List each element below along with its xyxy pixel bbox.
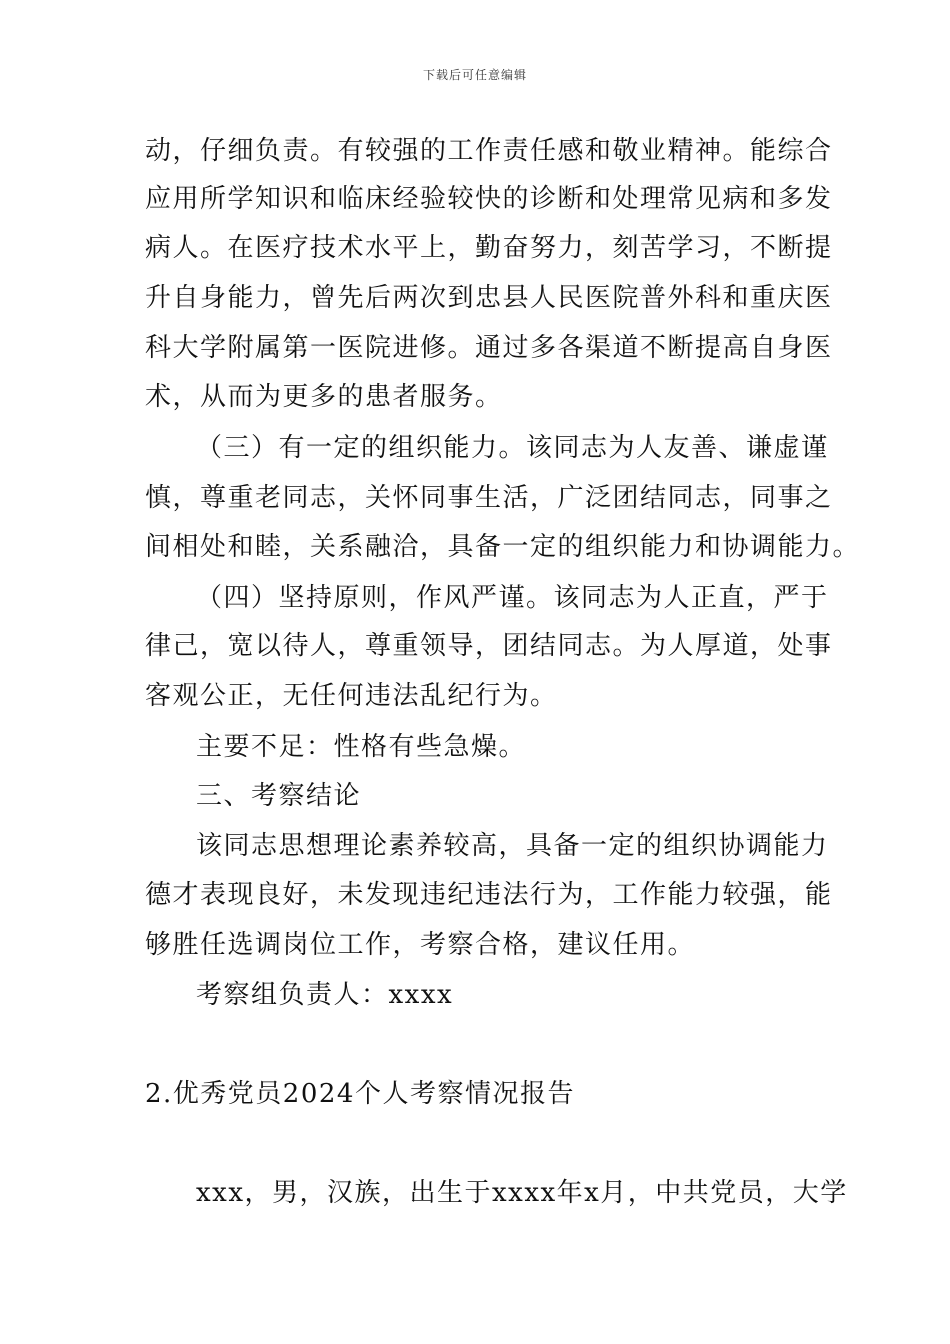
paragraph-line: （四）坚持原则，作风严谨。该同志为人正直，严于 xyxy=(196,583,829,613)
paragraph-line: 够胜任选调岗位工作，考察合格，建议任用。 xyxy=(145,930,696,960)
paragraph-line: 客观公正，无任何违法乱纪行为。 xyxy=(145,681,558,711)
paragraph-line: xxx，男，汉族，出生于xxxx年x月，中共党员，大学 xyxy=(196,1178,848,1208)
paragraph-line: 科大学附属第一医院进修。通过多各渠道不断提高自身医 xyxy=(145,333,833,363)
paragraph-line: 律己，宽以待人，尊重领导，团结同志。为人厚道，处事 xyxy=(145,631,833,661)
paragraph-line: 应用所学知识和临床经验较快的诊断和处理常见病和多发 xyxy=(145,184,833,214)
paragraph-line: 该同志思想理论素养较高，具备一定的组织协调能力 xyxy=(196,831,829,861)
paragraph-line: 间相处和睦，关系融洽，具备一定的组织能力和协调能力。 xyxy=(145,532,861,562)
paragraph-line: 病人。在医疗技术水平上，勤奋努力，刻苦学习，不断提 xyxy=(145,233,833,263)
report-title: 2.优秀党员2024个人考察情况报告 xyxy=(145,1079,575,1109)
signature-line: 考察组负责人：xxxx xyxy=(196,980,454,1010)
section-heading: 三、考察结论 xyxy=(196,781,362,811)
paragraph-line: 动，仔细负责。有较强的工作责任感和敬业精神。能综合 xyxy=(145,136,833,166)
paragraph-line: 升自身能力，曾先后两次到忠县人民医院普外科和重庆医 xyxy=(145,283,833,313)
page-header: 下载后可任意编辑 xyxy=(422,68,527,82)
paragraph-line: 主要不足：性格有些急燥。 xyxy=(196,732,527,762)
paragraph-line: 德才表现良好，未发现违纪违法行为，工作能力较强，能 xyxy=(145,880,833,910)
paragraph-line: （三）有一定的组织能力。该同志为人友善、谦虚谨 xyxy=(196,433,829,463)
paragraph-line: 慎，尊重老同志，关怀同事生活，广泛团结同志，同事之 xyxy=(145,483,833,513)
paragraph-line: 术，从而为更多的患者服务。 xyxy=(145,382,503,412)
